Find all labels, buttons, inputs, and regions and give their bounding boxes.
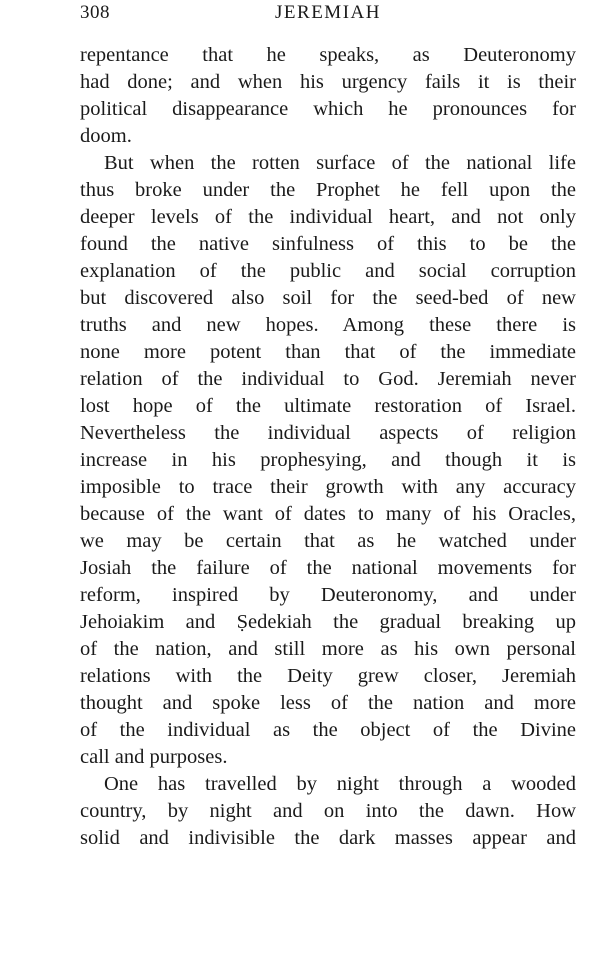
text-line: deeper levels of the individual heart, and not only — [80, 206, 576, 228]
page-number: 308 — [80, 2, 110, 23]
text-line: none more potent than that of the immediate — [80, 341, 576, 363]
text-line: One has travelled by night through a wooded — [104, 773, 576, 795]
paragraph — [80, 150, 576, 771]
page-header — [80, 2, 576, 28]
text-line: of the nation, and still more as his own personal — [80, 638, 576, 660]
text-line: Nevertheless the individual aspects of religion — [80, 422, 576, 444]
text-line: imposible to trace their growth with any accuracy — [80, 476, 576, 498]
text-line: relation of the individual to God. Jeremiah never — [80, 368, 576, 390]
text-line: truths and new hopes. Among these there is — [80, 314, 576, 336]
text-line: reform, inspired by Deuteronomy, and under — [80, 584, 576, 606]
text-line: because of the want of dates to many of his Oracles, — [80, 503, 576, 525]
running-title: JEREMIAH — [275, 2, 381, 23]
text-line: we may be certain that as he watched under — [80, 530, 576, 552]
text-line: thought and spoke less of the nation and more — [80, 692, 576, 714]
text-line: political disappearance which he pronounces for — [80, 98, 576, 120]
text-line: of the individual as the object of the Divine — [80, 719, 576, 741]
paragraph — [80, 42, 576, 150]
text-line: but discovered also soil for the seed-bed of new — [80, 287, 576, 309]
text-line: relations with the Deity grew closer, Jeremiah — [80, 665, 576, 687]
text-line: thus broke under the Prophet he fell upon the — [80, 179, 576, 201]
text-line: Josiah the failure of the national movements for — [80, 557, 576, 579]
text-line: explanation of the public and social corruption — [80, 260, 576, 282]
text-line: But when the rotten surface of the national life — [104, 152, 576, 174]
text-line: found the native sinfulness of this to be the — [80, 233, 576, 255]
text-line: Jehoiakim and Ṣedekiah the gradual breaking up — [80, 611, 576, 633]
text-line: solid and indivisible the dark masses appear and — [80, 827, 576, 849]
text-line: doom. — [80, 125, 132, 147]
paragraph — [80, 771, 576, 852]
text-line: increase in his prophesying, and though it is — [80, 449, 576, 471]
text-line: call and purposes. — [80, 746, 228, 768]
text-line: repentance that he speaks, as Deuteronomy — [80, 44, 576, 66]
body-text — [80, 42, 576, 852]
text-line: had done; and when his urgency fails it is their — [80, 71, 576, 93]
text-line: lost hope of the ultimate restoration of Israel. — [80, 395, 576, 417]
text-line: country, by night and on into the dawn. How — [80, 800, 576, 822]
